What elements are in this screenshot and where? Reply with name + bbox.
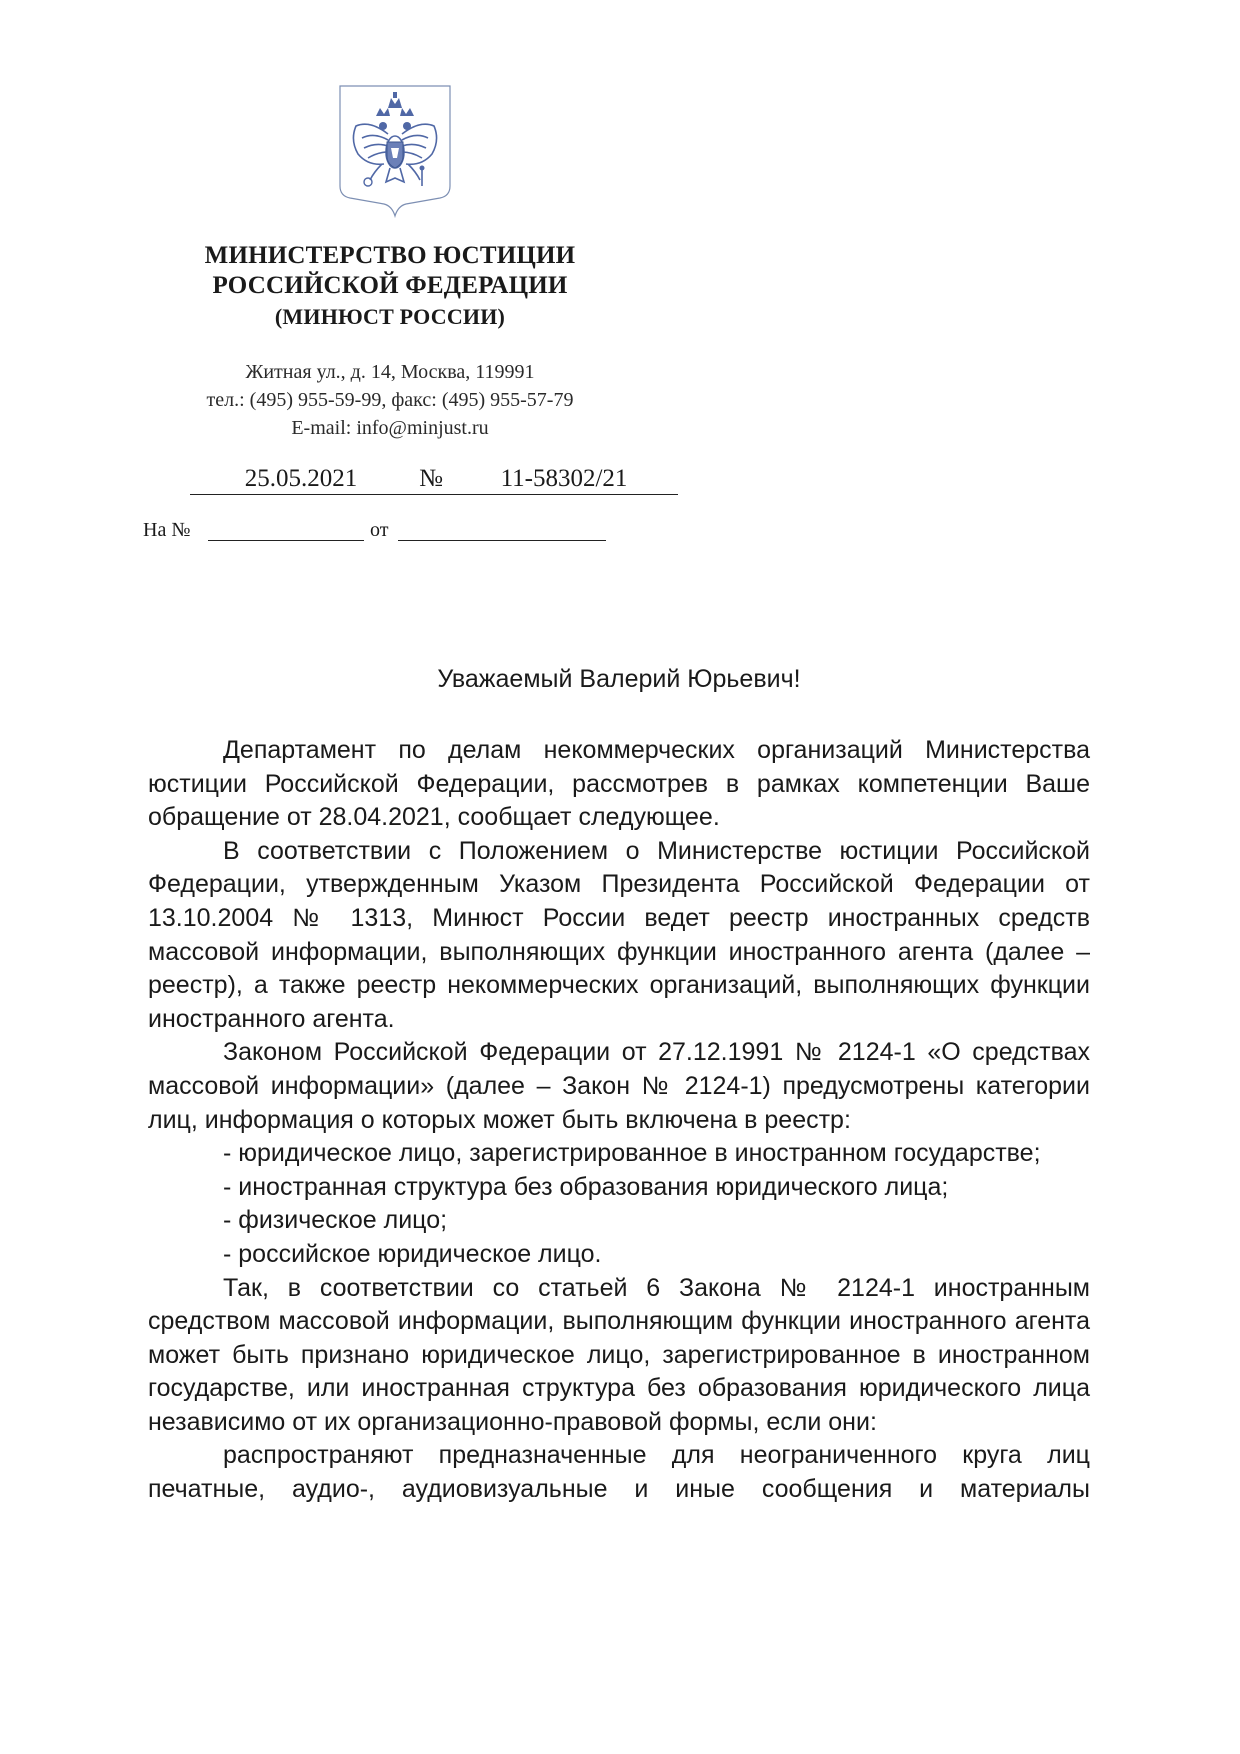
paragraph: Департамент по делам некоммерческих организаций Министерства юстиции Российской Федерации, рассмотрев в рамках компетенции Ваше обращение от 28.04.2021, сообщает следующее. <box>148 736 1090 832</box>
ministry-short-name: (МИНЮСТ РОССИИ) <box>274 304 506 329</box>
ministry-name-line1: МИНИСТЕРСТВО ЮСТИЦИИ <box>204 242 576 269</box>
letter-number-sign: № <box>412 464 450 495</box>
russian-coat-of-arms-icon <box>336 82 454 222</box>
list-item: - российское юридическое лицо. <box>223 1239 602 1268</box>
ministry-name-line2: РОССИЙСКОЙ ФЕДЕРАЦИИ <box>212 272 568 299</box>
ministry-email: E-mail: info@minjust.ru <box>291 417 489 439</box>
list-item: - юридическое лицо, зарегистрированное в иностранном государстве; <box>223 1139 1041 1168</box>
coat-of-arms-emblem <box>336 82 454 222</box>
salutation: Уважаемый Валерий Юрьевич! <box>437 665 801 693</box>
ministry-address: Житная ул., д. 14, Москва, 119991 <box>245 361 535 383</box>
reply-to-label: На № <box>143 519 191 541</box>
letter-number: 11-58302/21 <box>450 464 678 495</box>
paragraph: В соответствии с Положением о Министерстве юстиции Российской Федерации, утвержденным Указом Президента Российской Федерации от 13.10.2004 № 1313, Минюст России ведет реестр иностранных средств массовой информации, выполняющих функции иностранного агента (далее – реестр), а также реестр некоммерческих организаций, выполняющих функции иностранного агента. <box>148 836 1090 1033</box>
letter-body <box>148 734 1090 1507</box>
ministry-phone-fax: тел.: (495) 955-59-99, факс: (495) 955-57-79 <box>206 389 574 411</box>
paragraph: Законом Российской Федерации от 27.12.1991 № 2124-1 «О средствах массовой информации» (далее – Закон № 2124-1) предусмотрены категории лиц, информация о которых может быть включена в реестр: <box>148 1038 1090 1134</box>
paragraph-continued: распространяют предназначенные для неограниченного круга лиц печатные, аудио-, аудиовизуальные и иные сообщения и материалы <box>148 1441 1090 1504</box>
reply-from-blank <box>398 540 606 541</box>
reply-from-label: от <box>370 519 389 541</box>
reply-to-blank <box>208 540 364 541</box>
list-item: - физическое лицо; <box>223 1206 448 1235</box>
paragraph: Так, в соответствии со статьей 6 Закона № 2124-1 иностранным средством массовой информации, выполняющим функции иностранного агента может быть признано юридическое лицо, зарегистрированное в иностранном государстве, или иностранная структура без образования юридического лица независимо от их организационно-правовой формы, если они: <box>148 1273 1090 1436</box>
list-item: - иностранная структура без образования юридического лица; <box>223 1172 949 1201</box>
letter-date: 25.05.2021 <box>190 464 412 495</box>
